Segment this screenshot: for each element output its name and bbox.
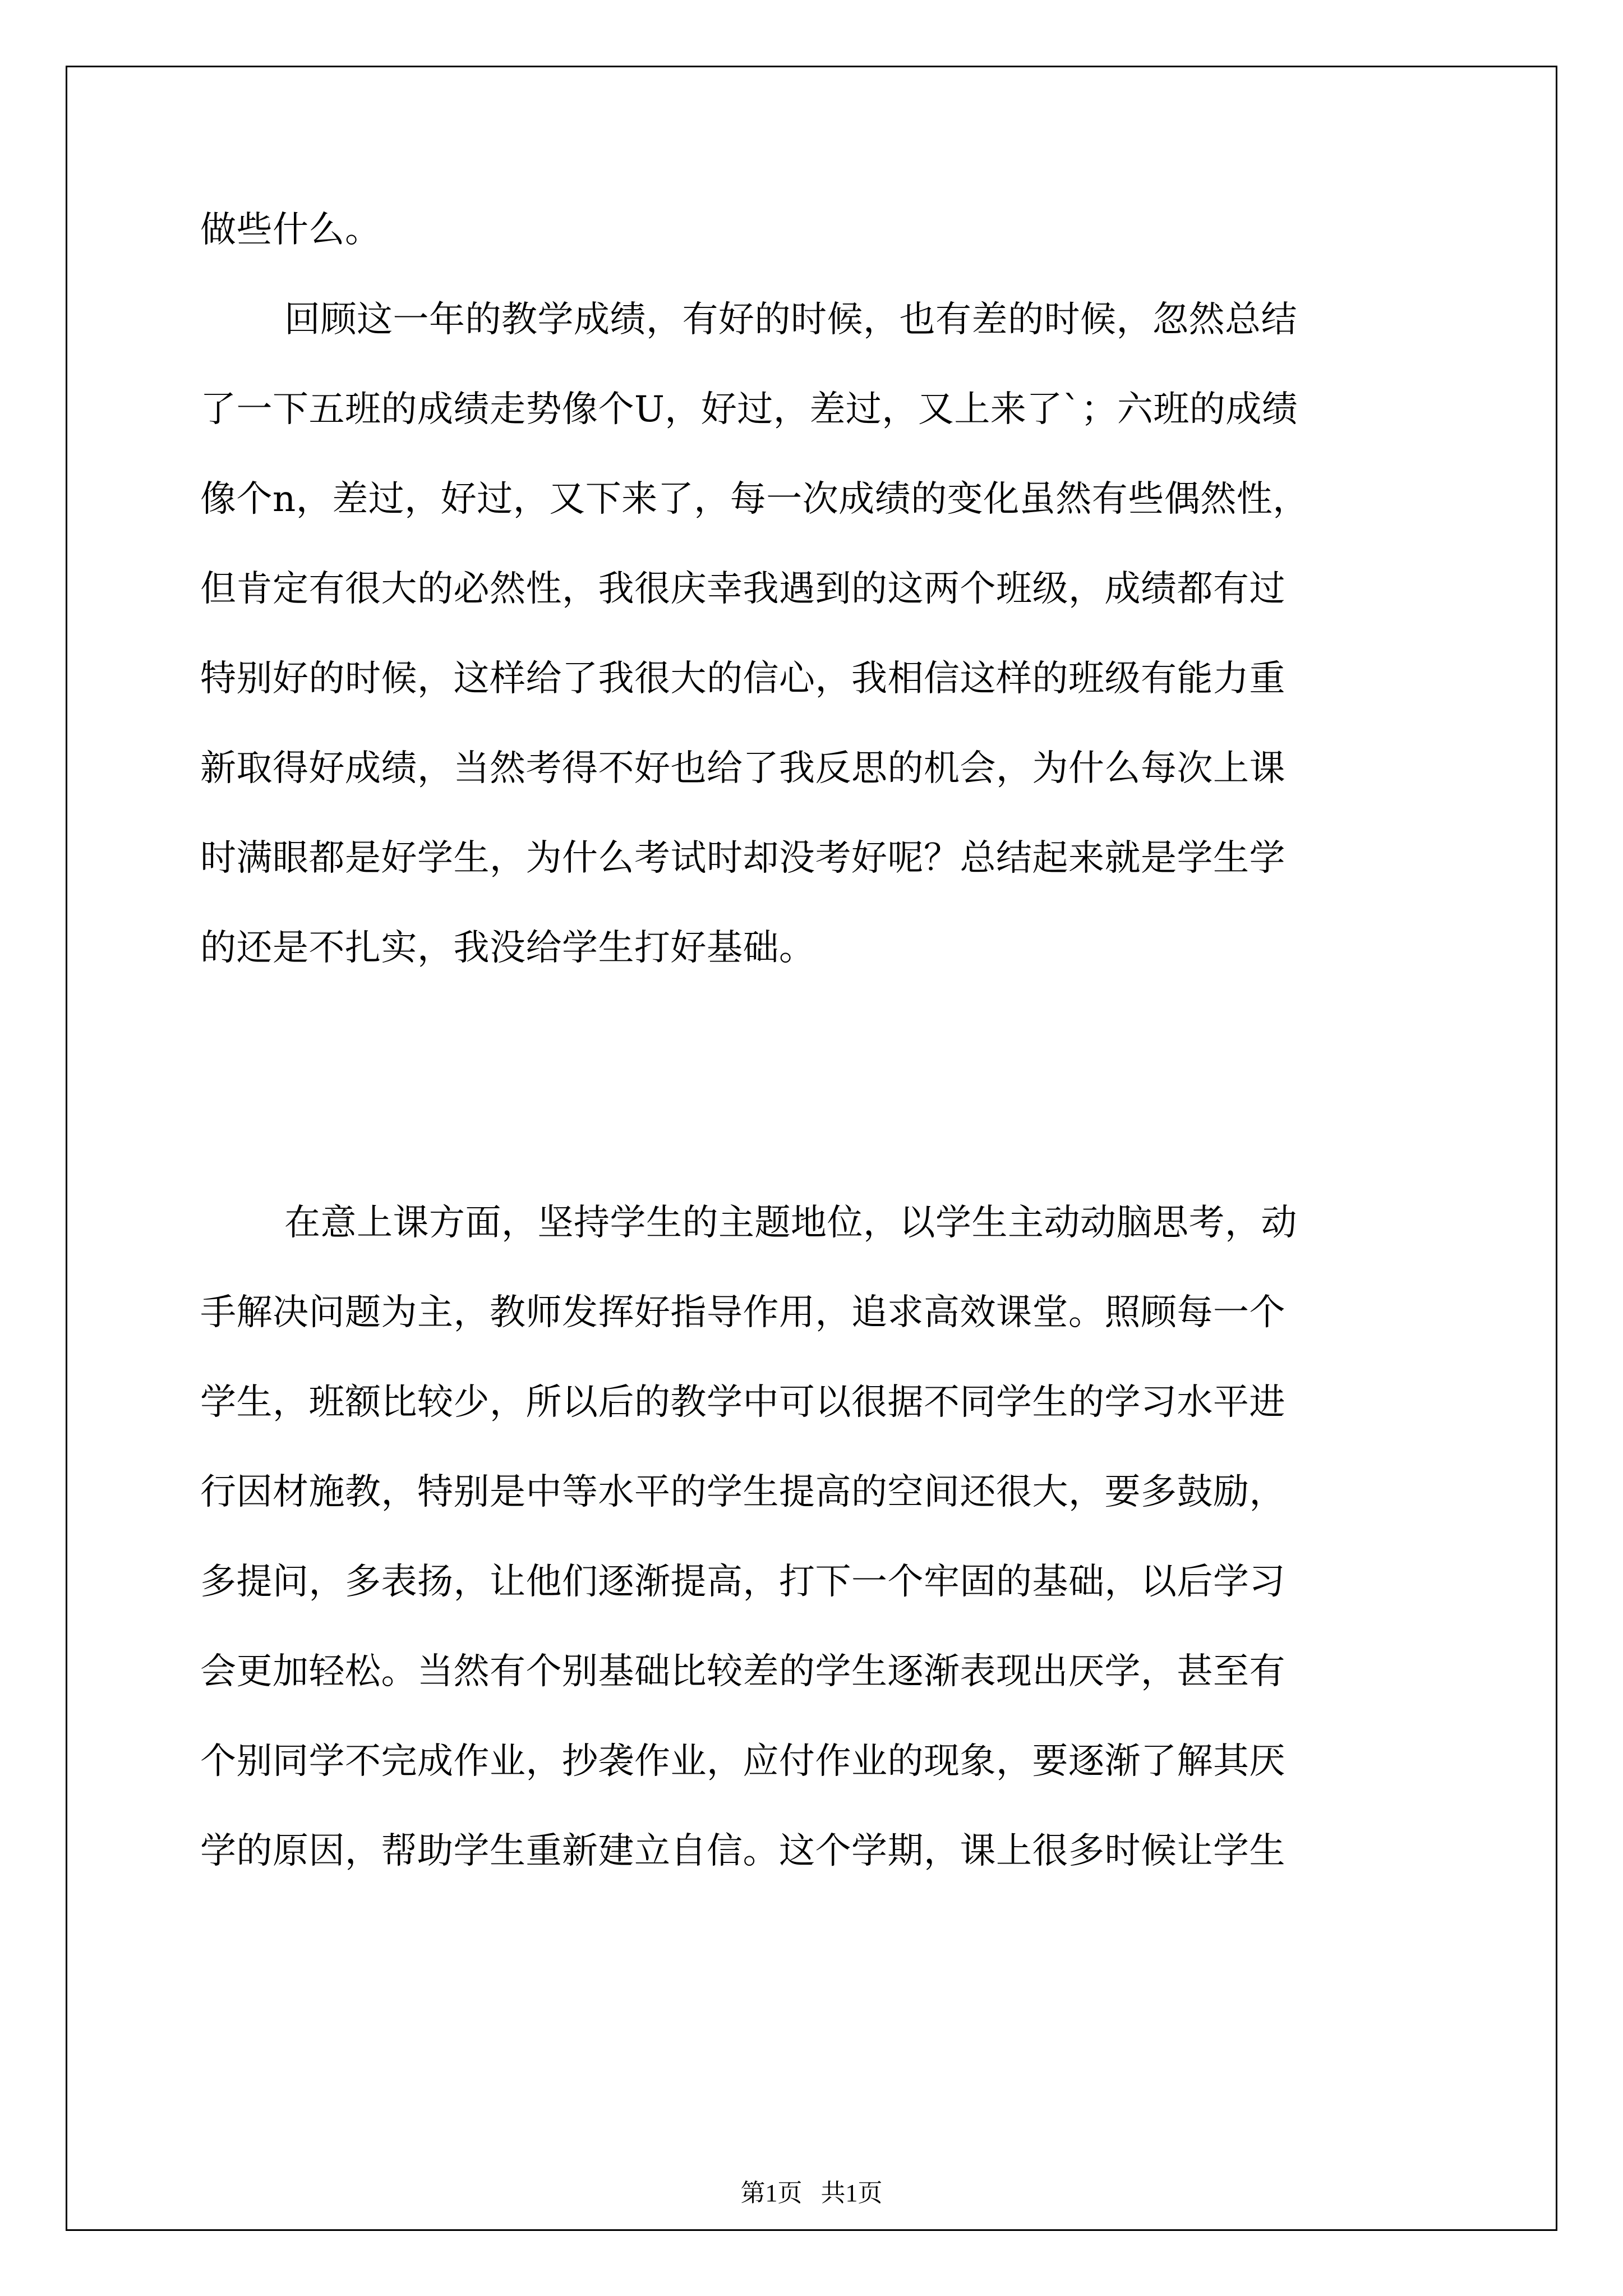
text-line: 学的原因，帮助学生重新建立自信。这个学期，课上很多时候让学生 (200, 1830, 1285, 1872)
text-line: 手解决问题为主，教师发挥好指导作用，追求高效课堂。照顾每一个 (200, 1292, 1285, 1333)
page-number-footer: 第1页 共1页 (740, 2179, 883, 2207)
text-line: 个别同学不完成作业，抄袭作业，应付作业的现象，要逐渐了解其厌 (200, 1741, 1285, 1782)
text-line: 特别好的时候，这样给了我很大的信心，我相信这样的班级有能力重 (200, 658, 1285, 700)
text-line: 行因材施教，特别是中等水平的学生提高的空间还很大，要多鼓励， (200, 1471, 1285, 1513)
text-line: 多提问，多表扬，让他们逐渐提高，打下一个牢固的基础，以后学习 (200, 1561, 1285, 1603)
paragraph-first-line: 回顾这一年的教学成绩，有好的时候，也有差的时候，忽然总结 (284, 299, 1297, 341)
text-line: 像个n，差过，好过，又下来了，每一次成绩的变化虽然有些偶然性， (200, 478, 1309, 520)
text-line: 时满眼都是好学生，为什么考试时却没考好呢？总结起来就是学生学 (200, 838, 1285, 879)
text-line: 做些什么。 (200, 209, 381, 251)
text-line: 了一下五班的成绩走势像个U，好过，差过，又上来了`；六班的成绩 (200, 389, 1298, 430)
text-line: 新取得好成绩，当然考得不好也给了我反思的机会，为什么每次上课 (200, 748, 1285, 789)
text-line: 但肯定有很大的必然性，我很庆幸我遇到的这两个班级，成绩都有过 (200, 568, 1285, 610)
text-line: 的还是不扎实，我没给学生打好基础。 (200, 927, 815, 969)
text-line: 学生，班额比较少，所以后的教学中可以很据不同学生的学习水平进 (200, 1382, 1285, 1423)
paragraph-first-line: 在意上课方面，坚持学生的主题地位，以学生主动动脑思考，动 (284, 1202, 1297, 1244)
text-line: 会更加轻松。当然有个别基础比较差的学生逐渐表现出厌学，甚至有 (200, 1651, 1285, 1692)
